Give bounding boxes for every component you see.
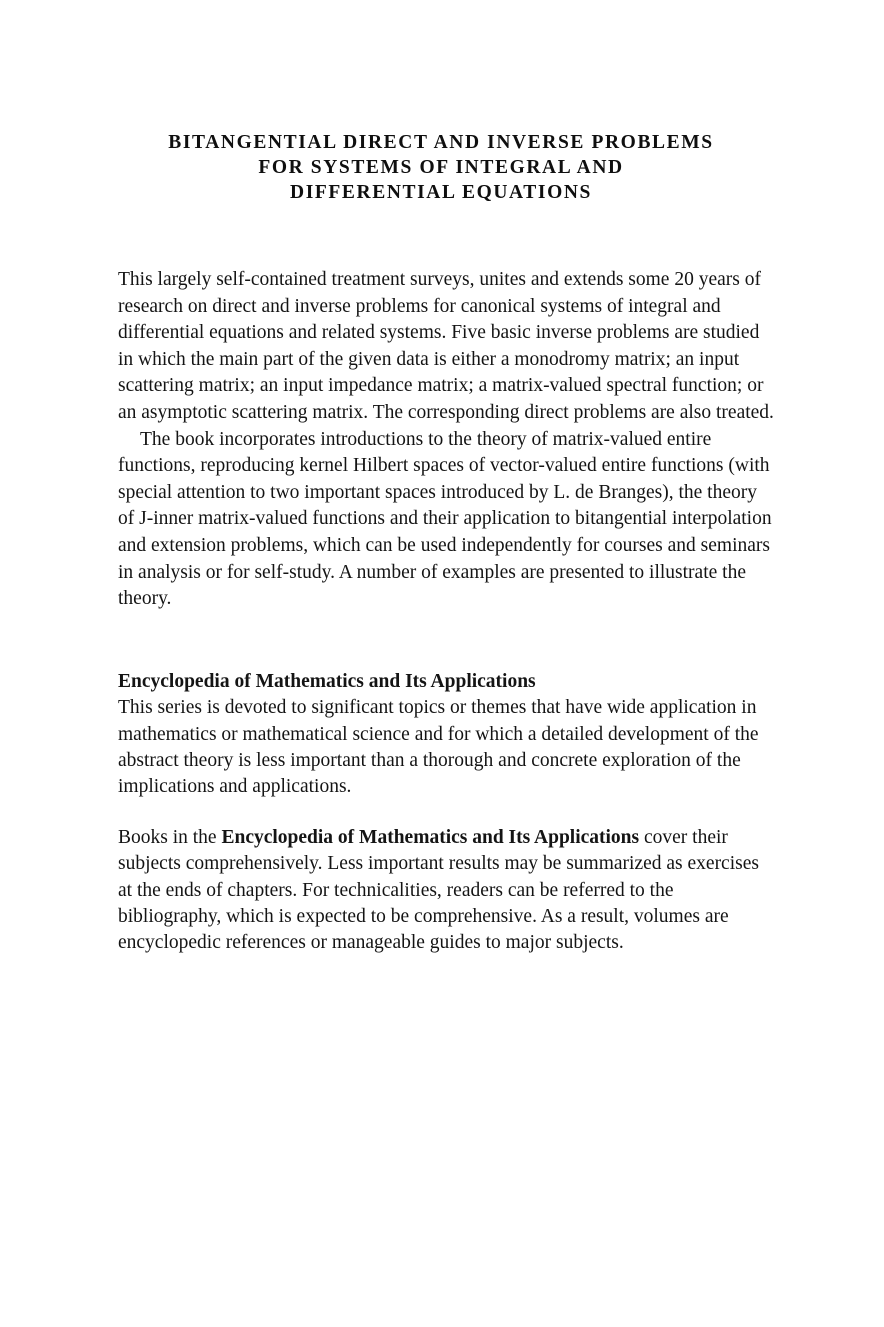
title-line-2: FOR SYSTEMS OF INTEGRAL AND <box>258 157 624 178</box>
series-paragraph-2-bold: Encyclopedia of Mathematics and Its Applications <box>221 826 640 848</box>
series-paragraph-2-prefix: Books in the <box>118 826 222 848</box>
description-paragraph-1: This largely self-contained treatment surveys, unites and extends some 20 years of research on direct and inverse problems for canonical systems of integral and differential equations and related systems. Five basic inverse problems are studied in which the main part of the given data is either a monodromy matrix; an input scattering matrix; an input impedance matrix; a matrix-valued spectral function; or an asymptotic scattering matrix. The corresponding direct problems are also treated. <box>118 269 774 423</box>
title-line-3: DIFFERENTIAL EQUATIONS <box>290 182 592 203</box>
series-paragraph-2-suffix: cover their subjects comprehensively. Less important results may be summarized as exercises at the ends of chapters. For technicalities, readers can be referred to the bibliography, which is expected to be comprehensive. As a result, volumes are encyclopedic references or manageable guides to major subjects. <box>118 826 759 954</box>
page-content <box>118 130 774 957</box>
series-heading: Encyclopedia of Mathematics and Its Applications <box>118 670 536 692</box>
series-paragraph-1: This series is devoted to significant topics or themes that have wide application in mathematics or mathematical science and for which a detailed development of the abstract theory is less important than a thorough and concrete exploration of the implications and applications. <box>118 697 759 798</box>
description-paragraph-2: The book incorporates introductions to the theory of matrix-valued entire functions, reproducing kernel Hilbert spaces of vector-valued entire functions (with special attention to two important spaces introduced by L. de Branges), the theory of J-inner matrix-valued functions and their application to bitangential interpolation and extension problems, which can be used independently for courses and seminars in analysis or for self-study. A number of examples are presented to illustrate the theory. <box>118 428 772 610</box>
page-title <box>118 130 768 205</box>
series-paragraph-2 <box>118 825 776 957</box>
series-section <box>118 669 776 957</box>
book-description <box>118 267 776 613</box>
title-line-1: BITANGENTIAL DIRECT AND INVERSE PROBLEMS <box>168 132 714 153</box>
